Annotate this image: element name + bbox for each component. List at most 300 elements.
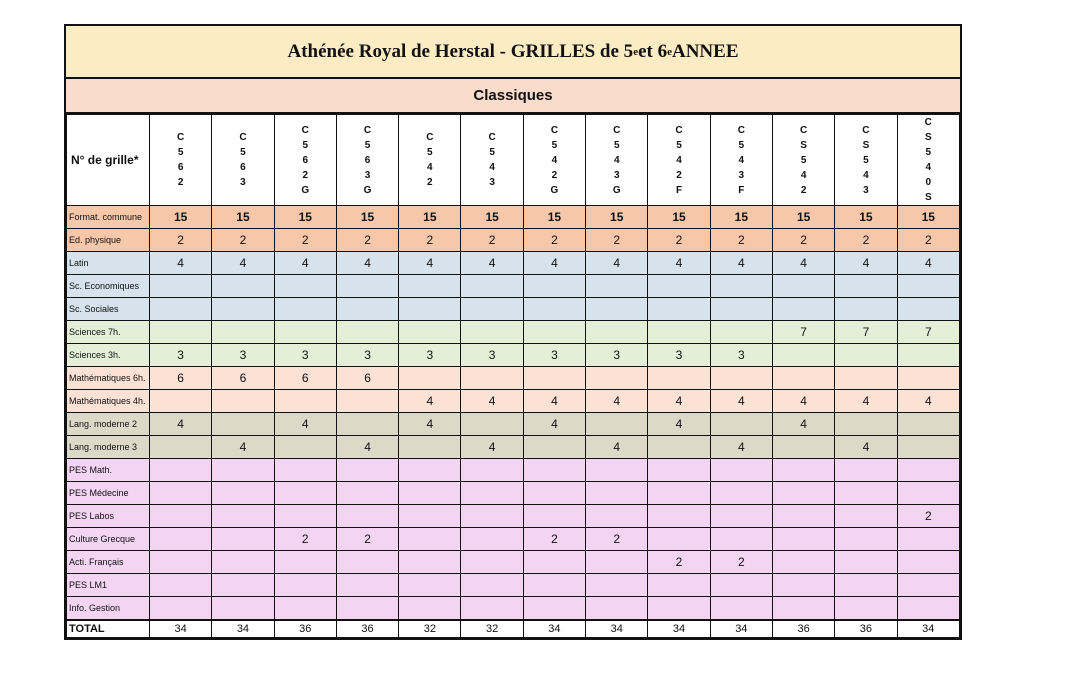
hours-cell: 2 xyxy=(710,229,772,252)
total-cell: 34 xyxy=(897,620,959,638)
hours-cell: 15 xyxy=(336,206,398,229)
hours-cell: 4 xyxy=(523,252,585,275)
grid-code-char: G xyxy=(550,184,559,196)
hours-cell xyxy=(274,436,336,459)
total-cell: 36 xyxy=(835,620,897,638)
grid-code-char: 4 xyxy=(427,162,433,173)
hours-cell xyxy=(336,597,398,621)
hours-cell: 15 xyxy=(835,206,897,229)
schedule-table xyxy=(66,114,960,638)
hours-cell xyxy=(648,597,710,621)
total-cell: 36 xyxy=(274,620,336,638)
hours-cell: 15 xyxy=(710,206,772,229)
hours-cell xyxy=(648,275,710,298)
grid-code-char: C xyxy=(488,132,496,143)
hours-cell xyxy=(461,597,523,621)
grid-code-char: S xyxy=(862,139,870,151)
hours-cell xyxy=(772,344,834,367)
grid-code-char: C xyxy=(675,124,683,136)
subject-label: Sciences 3h. xyxy=(67,344,150,367)
hours-cell: 3 xyxy=(710,344,772,367)
grid-code-char: 5 xyxy=(738,139,745,151)
hours-cell: 7 xyxy=(835,321,897,344)
hours-cell xyxy=(586,551,648,574)
hours-cell xyxy=(586,459,648,482)
grid-code-char: 2 xyxy=(302,169,309,181)
hours-cell: 3 xyxy=(212,344,274,367)
hours-cell xyxy=(897,367,959,390)
hours-cell: 4 xyxy=(772,252,834,275)
hours-cell xyxy=(461,275,523,298)
hours-cell xyxy=(710,597,772,621)
hours-cell xyxy=(772,528,834,551)
hours-cell xyxy=(710,275,772,298)
hours-cell xyxy=(772,298,834,321)
hours-cell xyxy=(648,574,710,597)
hours-cell xyxy=(897,459,959,482)
hours-cell xyxy=(150,275,212,298)
hours-cell xyxy=(835,367,897,390)
title-sup-1: e xyxy=(633,45,639,58)
hours-cell: 3 xyxy=(399,344,461,367)
hours-cell xyxy=(150,390,212,413)
grid-code-char: 4 xyxy=(551,154,558,166)
hours-cell: 2 xyxy=(336,528,398,551)
hours-cell xyxy=(212,459,274,482)
grid-code-13 xyxy=(897,115,959,206)
subject-row xyxy=(67,482,960,505)
grid-code-char: C xyxy=(239,132,247,143)
grid-code-char: 2 xyxy=(800,184,807,196)
hours-cell xyxy=(586,275,648,298)
hours-cell xyxy=(399,505,461,528)
grid-code-char: 5 xyxy=(676,139,682,151)
hours-cell xyxy=(274,390,336,413)
hours-cell: 2 xyxy=(523,229,585,252)
grid-code-char: 5 xyxy=(177,147,184,158)
hours-cell xyxy=(336,505,398,528)
grid-code-char: 5 xyxy=(364,139,371,151)
hours-cell xyxy=(212,390,274,413)
total-cell: 34 xyxy=(648,620,710,638)
subject-label: PES Labos xyxy=(67,505,150,528)
hours-cell xyxy=(710,505,772,528)
hours-cell xyxy=(150,574,212,597)
hours-cell: 7 xyxy=(772,321,834,344)
subject-row xyxy=(67,206,960,229)
grid-code-char: S xyxy=(924,132,932,143)
total-row xyxy=(67,620,960,638)
hours-cell xyxy=(523,275,585,298)
hours-cell: 4 xyxy=(212,252,274,275)
total-cell: 36 xyxy=(336,620,398,638)
grid-code-char: 5 xyxy=(427,147,433,158)
hours-cell xyxy=(586,413,648,436)
total-cell: 32 xyxy=(461,620,523,638)
grid-code-char: 4 xyxy=(738,154,745,166)
grid-code-char: 4 xyxy=(613,154,620,166)
grid-code-char: 5 xyxy=(551,139,558,151)
hours-cell: 4 xyxy=(274,413,336,436)
subject-row xyxy=(67,344,960,367)
hours-cell xyxy=(523,459,585,482)
hours-cell xyxy=(461,528,523,551)
hours-cell xyxy=(212,482,274,505)
subject-label: Sciences 7h. xyxy=(67,321,150,344)
hours-cell xyxy=(212,551,274,574)
hours-cell xyxy=(648,482,710,505)
subject-row xyxy=(67,597,960,621)
total-cell: 34 xyxy=(523,620,585,638)
grid-code-char: 5 xyxy=(240,147,246,158)
hours-cell: 15 xyxy=(586,206,648,229)
hours-cell xyxy=(523,574,585,597)
hours-cell: 4 xyxy=(150,252,212,275)
grid-code-char: 3 xyxy=(613,169,620,181)
hours-cell: 2 xyxy=(461,229,523,252)
grid-code-char: C xyxy=(924,117,932,128)
subject-label: Format. commune xyxy=(67,206,150,229)
hours-cell xyxy=(336,459,398,482)
hours-cell: 4 xyxy=(897,390,959,413)
grid-number-label: N° de grille* xyxy=(67,115,150,206)
grid-code-char: F xyxy=(738,184,745,196)
grid-code-char: 6 xyxy=(364,154,371,166)
grid-code-char: C xyxy=(862,124,870,136)
hours-cell xyxy=(772,551,834,574)
hours-cell xyxy=(648,436,710,459)
hours-cell xyxy=(897,413,959,436)
hours-cell xyxy=(212,505,274,528)
hours-cell xyxy=(150,528,212,551)
hours-cell xyxy=(399,436,461,459)
grid-code-3 xyxy=(274,115,336,206)
hours-cell: 4 xyxy=(399,390,461,413)
subject-label: Info. Gestion xyxy=(67,597,150,621)
hours-cell xyxy=(835,298,897,321)
hours-cell xyxy=(274,551,336,574)
grid-code-char: C xyxy=(363,124,372,136)
hours-cell xyxy=(897,574,959,597)
hours-cell xyxy=(586,574,648,597)
hours-cell xyxy=(336,390,398,413)
subject-label: Sc. Economiques xyxy=(67,275,150,298)
hours-cell: 3 xyxy=(150,344,212,367)
hours-cell xyxy=(399,298,461,321)
hours-cell xyxy=(835,413,897,436)
grid-code-6 xyxy=(461,115,523,206)
hours-cell xyxy=(399,275,461,298)
hours-cell xyxy=(150,597,212,621)
hours-cell xyxy=(710,321,772,344)
grid-code-char: 2 xyxy=(177,177,184,188)
subject-label: PES Médecine xyxy=(67,482,150,505)
hours-cell: 4 xyxy=(835,252,897,275)
grid-code-char: 5 xyxy=(613,139,620,151)
hours-cell: 3 xyxy=(461,344,523,367)
grid-code-char: G xyxy=(363,184,372,196)
subject-label: Acti. Français xyxy=(67,551,150,574)
hours-cell xyxy=(274,574,336,597)
header-row xyxy=(67,115,960,206)
hours-cell: 15 xyxy=(648,206,710,229)
hours-cell xyxy=(648,298,710,321)
grid-code-char: S xyxy=(800,139,807,151)
hours-cell xyxy=(710,459,772,482)
hours-cell xyxy=(274,459,336,482)
hours-cell xyxy=(523,597,585,621)
grid-code-char: 2 xyxy=(551,169,558,181)
hours-cell: 4 xyxy=(274,252,336,275)
grid-code-char: C xyxy=(426,132,434,143)
hours-cell: 15 xyxy=(897,206,959,229)
hours-cell: 2 xyxy=(274,229,336,252)
hours-cell xyxy=(710,367,772,390)
hours-cell: 4 xyxy=(212,436,274,459)
hours-cell xyxy=(399,551,461,574)
subject-label: Latin xyxy=(67,252,150,275)
title-middle: et 6 xyxy=(638,40,668,62)
hours-cell xyxy=(835,574,897,597)
hours-cell xyxy=(336,321,398,344)
hours-cell: 4 xyxy=(710,252,772,275)
grid-code-char: 5 xyxy=(800,154,807,166)
hours-cell xyxy=(648,505,710,528)
hours-cell xyxy=(897,597,959,621)
title-prefix: Athénée Royal de Herstal - GRILLES de 5 xyxy=(287,40,634,62)
hours-cell xyxy=(150,459,212,482)
grid-code-char: 5 xyxy=(302,139,309,151)
hours-cell xyxy=(648,528,710,551)
hours-cell: 15 xyxy=(212,206,274,229)
hours-cell: 4 xyxy=(586,390,648,413)
hours-cell xyxy=(648,459,710,482)
hours-cell xyxy=(710,482,772,505)
hours-cell xyxy=(772,367,834,390)
hours-cell xyxy=(336,574,398,597)
hours-cell: 4 xyxy=(461,390,523,413)
subject-label: Lang. moderne 3 xyxy=(67,436,150,459)
hours-cell xyxy=(586,298,648,321)
total-cell: 36 xyxy=(772,620,834,638)
hours-cell xyxy=(212,321,274,344)
hours-cell xyxy=(648,367,710,390)
hours-cell: 4 xyxy=(461,252,523,275)
hours-cell xyxy=(586,367,648,390)
grid-code-4 xyxy=(336,115,398,206)
hours-cell: 2 xyxy=(897,505,959,528)
hours-cell: 3 xyxy=(586,344,648,367)
grid-code-10 xyxy=(710,115,772,206)
hours-cell xyxy=(212,298,274,321)
grid-code-8 xyxy=(586,115,648,206)
grid-code-char: C xyxy=(800,124,808,136)
page-title xyxy=(66,26,960,79)
hours-cell: 4 xyxy=(523,390,585,413)
hours-cell: 4 xyxy=(586,252,648,275)
subject-label: Sc. Sociales xyxy=(67,298,150,321)
hours-cell: 2 xyxy=(274,528,336,551)
grid-code-char: 4 xyxy=(489,162,495,173)
grid-code-char: 4 xyxy=(676,154,682,166)
subject-row xyxy=(67,229,960,252)
grid-code-char: 4 xyxy=(863,169,869,181)
grid-code-char: 3 xyxy=(738,169,745,181)
hours-cell: 3 xyxy=(336,344,398,367)
hours-cell xyxy=(835,551,897,574)
grid-code-9 xyxy=(648,115,710,206)
hours-cell: 4 xyxy=(772,413,834,436)
hours-cell: 15 xyxy=(274,206,336,229)
hours-cell xyxy=(586,505,648,528)
hours-cell xyxy=(523,482,585,505)
hours-cell: 15 xyxy=(150,206,212,229)
subject-row xyxy=(67,367,960,390)
hours-cell: 2 xyxy=(399,229,461,252)
subject-row xyxy=(67,275,960,298)
hours-cell: 4 xyxy=(336,436,398,459)
hours-cell xyxy=(523,321,585,344)
total-cell: 34 xyxy=(212,620,274,638)
subject-label: PES Math. xyxy=(67,459,150,482)
hours-cell xyxy=(399,528,461,551)
grid-code-char: C xyxy=(613,124,621,136)
hours-cell xyxy=(212,413,274,436)
subject-row xyxy=(67,436,960,459)
hours-cell: 6 xyxy=(150,367,212,390)
hours-cell xyxy=(835,528,897,551)
hours-cell xyxy=(461,482,523,505)
hours-cell: 6 xyxy=(274,367,336,390)
grid-code-7 xyxy=(523,115,585,206)
section-subtitle: Classiques xyxy=(66,79,960,114)
hours-cell xyxy=(399,597,461,621)
hours-cell xyxy=(772,597,834,621)
subject-row xyxy=(67,505,960,528)
total-cell: 34 xyxy=(710,620,772,638)
hours-cell: 6 xyxy=(212,367,274,390)
hours-cell xyxy=(772,505,834,528)
grid-code-char: C xyxy=(737,124,745,136)
hours-cell xyxy=(461,574,523,597)
hours-cell xyxy=(336,413,398,436)
total-cell: 34 xyxy=(586,620,648,638)
hours-cell xyxy=(710,413,772,436)
subject-row xyxy=(67,298,960,321)
hours-cell xyxy=(772,482,834,505)
hours-cell xyxy=(772,275,834,298)
hours-cell xyxy=(897,482,959,505)
hours-cell xyxy=(523,551,585,574)
total-label: TOTAL xyxy=(67,620,150,638)
hours-cell xyxy=(523,298,585,321)
hours-cell xyxy=(461,459,523,482)
hours-cell: 3 xyxy=(274,344,336,367)
hours-cell xyxy=(586,482,648,505)
subject-row xyxy=(67,413,960,436)
total-cell: 34 xyxy=(150,620,212,638)
hours-cell: 4 xyxy=(835,436,897,459)
grid-code-char: 4 xyxy=(925,162,932,173)
hours-cell: 2 xyxy=(648,229,710,252)
hours-cell xyxy=(336,482,398,505)
total-cell: 32 xyxy=(399,620,461,638)
hours-cell: 15 xyxy=(772,206,834,229)
subject-row xyxy=(67,551,960,574)
hours-cell xyxy=(523,367,585,390)
hours-cell: 15 xyxy=(523,206,585,229)
hours-cell xyxy=(461,298,523,321)
hours-cell: 4 xyxy=(772,390,834,413)
hours-cell xyxy=(897,275,959,298)
grid-code-char: 3 xyxy=(489,177,495,188)
hours-cell: 2 xyxy=(897,229,959,252)
hours-cell xyxy=(835,275,897,298)
grid-code-char: 2 xyxy=(676,169,682,181)
hours-cell xyxy=(772,574,834,597)
grid-code-char: G xyxy=(301,184,310,196)
hours-cell: 4 xyxy=(399,413,461,436)
grid-code-char: 3 xyxy=(863,184,869,196)
hours-cell xyxy=(897,528,959,551)
hours-cell: 4 xyxy=(710,390,772,413)
hours-cell: 4 xyxy=(835,390,897,413)
hours-cell: 15 xyxy=(461,206,523,229)
subject-row xyxy=(67,321,960,344)
hours-cell xyxy=(336,298,398,321)
subject-row xyxy=(67,459,960,482)
hours-cell: 2 xyxy=(586,528,648,551)
subject-label: Mathématiques 6h. xyxy=(67,367,150,390)
subject-label: Ed. physique xyxy=(67,229,150,252)
hours-cell xyxy=(274,298,336,321)
grid-code-1 xyxy=(150,115,212,206)
hours-cell xyxy=(835,597,897,621)
grid-code-char: C xyxy=(550,124,559,136)
hours-cell xyxy=(835,482,897,505)
subject-row xyxy=(67,528,960,551)
hours-cell xyxy=(399,321,461,344)
subject-row xyxy=(67,390,960,413)
grid-code-char: S xyxy=(924,192,932,203)
hours-cell xyxy=(212,275,274,298)
grid-code-char: 2 xyxy=(427,177,433,188)
hours-cell: 4 xyxy=(710,436,772,459)
grid-code-char: 5 xyxy=(863,154,869,166)
subject-label: Culture Grecque xyxy=(67,528,150,551)
hours-cell: 2 xyxy=(710,551,772,574)
hours-cell xyxy=(399,482,461,505)
hours-cell: 2 xyxy=(648,551,710,574)
hours-cell xyxy=(461,321,523,344)
hours-cell xyxy=(399,574,461,597)
hours-cell xyxy=(897,298,959,321)
hours-cell xyxy=(150,436,212,459)
hours-cell xyxy=(399,367,461,390)
hours-cell xyxy=(212,597,274,621)
hours-cell xyxy=(648,321,710,344)
hours-cell: 4 xyxy=(461,436,523,459)
hours-cell xyxy=(150,298,212,321)
grid-code-char: 6 xyxy=(240,162,246,173)
subject-label: Lang. moderne 2 xyxy=(67,413,150,436)
hours-cell xyxy=(586,597,648,621)
grid-code-char: 6 xyxy=(302,154,309,166)
hours-cell: 4 xyxy=(648,252,710,275)
hours-cell xyxy=(710,528,772,551)
hours-cell xyxy=(336,275,398,298)
hours-cell: 3 xyxy=(523,344,585,367)
